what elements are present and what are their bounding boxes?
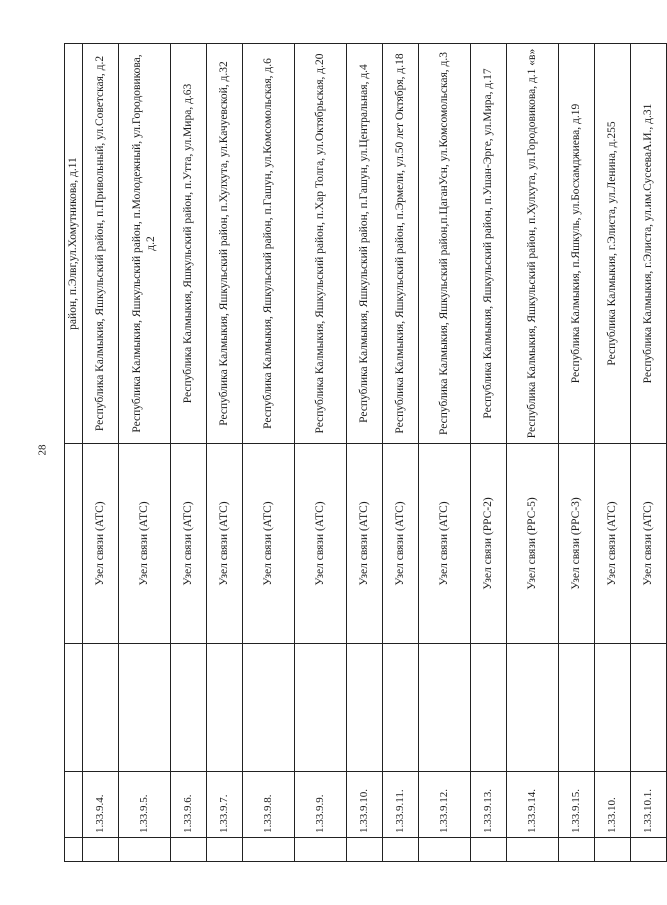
blank-cell: [83, 838, 119, 862]
table-row: [595, 44, 631, 862]
object-type-cell: Узел связи (АТС): [595, 444, 631, 644]
table-row: [383, 44, 419, 862]
blank-cell: [295, 838, 347, 862]
address-cell: Республика Калмыкия, Яшкульский район, п.Хулхута, ул.Качуевской, д.32: [207, 44, 243, 444]
object-type-cell: Узел связи (АТС): [83, 444, 119, 644]
page-number: 28: [36, 444, 49, 456]
row-number-cell: 1.33.9.13.: [471, 772, 507, 838]
empty-cell: [507, 644, 559, 772]
blank-cell: [243, 838, 295, 862]
row-number-cell: 1.33.9.9.: [295, 772, 347, 838]
table-row: [347, 44, 383, 862]
table-row: [83, 44, 119, 862]
empty-cell: [347, 644, 383, 772]
empty-cell: [559, 644, 595, 772]
blank-cell: [65, 838, 83, 862]
object-type-cell: Узел связи (АТС): [347, 444, 383, 644]
address-cell: Республика Калмыкия, п.Яшкуль, ул.Босхамджиева, д.19: [559, 44, 595, 444]
table-row: [507, 44, 559, 862]
empty-cell: [419, 644, 471, 772]
address-cell: Республика Калмыкия, Яшкульский район, п.Гашун, ул.Комсомольская, д.6: [243, 44, 295, 444]
address-cell: Республика Калмыкия, Яшкульский район, п.Хар Толга, ул.Октябрьская, д.20: [295, 44, 347, 444]
address-cell: район, п.Элвг,ул.Хомутникова, д.11: [65, 44, 83, 444]
table-row: [419, 44, 471, 862]
address-cell: Республика Калмыкия, Яшкульский район, п.Утта, ул.Мира, д.63: [171, 44, 207, 444]
row-number-cell: 1.33.9.8.: [243, 772, 295, 838]
blank-cell: [507, 838, 559, 862]
blank-cell: [559, 838, 595, 862]
empty-cell: [119, 644, 171, 772]
object-type-cell: Узел связи (АТС): [207, 444, 243, 644]
address-cell: Республика Калмыкия, Яшкульский район, п.Ушан-Эрге, ул.Мира, д.17: [471, 44, 507, 444]
object-type-cell: Узел связи (РРС-5): [507, 444, 559, 644]
address-cell: Республика Калмыкия, Яшкульский район, п.Хулхута, ул.Городовикова, д.1 «в»: [507, 44, 559, 444]
objects-table: [64, 43, 667, 862]
table-row: [295, 44, 347, 862]
row-number-cell: 1.33.9.7.: [207, 772, 243, 838]
row-number-cell: 1.33.9.5.: [119, 772, 171, 838]
object-type-cell: Узел связи (АТС): [119, 444, 171, 644]
address-cell: Республика Калмыкия, г.Элиста, ул.Ленина, д.255: [595, 44, 631, 444]
document-table-area: [64, 44, 655, 862]
row-number-cell: 1.33.9.10.: [347, 772, 383, 838]
empty-cell: [207, 644, 243, 772]
address-cell: Республика Калмыкия, Яшкульский район,п.ЦаганУсн, ул.Комсомольская, д.3: [419, 44, 471, 444]
empty-cell: [243, 644, 295, 772]
blank-cell: [119, 838, 171, 862]
object-type-cell: Узел связи (АТС): [419, 444, 471, 644]
blank-cell: [419, 838, 471, 862]
table-row: [171, 44, 207, 862]
address-cell: Республика Калмыкия, г.Элиста, ул.им.СусееваА.И., д.31: [631, 44, 667, 444]
table-row: [559, 44, 595, 862]
blank-cell: [383, 838, 419, 862]
row-number-cell: 1.33.9.12.: [419, 772, 471, 838]
empty-cell: [65, 644, 83, 772]
address-cell: Республика Калмыкия, Яшкульский район, п.Привольный, ул.Советская, д.2: [83, 44, 119, 444]
address-cell: Республика Калмыкия, Яшкульский район, п.Молодежный, ул.Городовикова, д.2: [119, 44, 171, 444]
table-row: [119, 44, 171, 862]
table-row: [631, 44, 667, 862]
object-type-cell: Узел связи (АТС): [243, 444, 295, 644]
object-type-cell: Узел связи (АТС): [631, 444, 667, 644]
row-number-cell: 1.33.9.11.: [383, 772, 419, 838]
object-type-cell: Узел связи (РРС-2): [471, 444, 507, 644]
object-type-cell: Узел связи (РРС-3): [559, 444, 595, 644]
row-number-cell: 1.33.9.6.: [171, 772, 207, 838]
row-number-cell: 1.33.10.: [595, 772, 631, 838]
blank-cell: [471, 838, 507, 862]
empty-cell: [595, 644, 631, 772]
table-row: [207, 44, 243, 862]
row-number-cell: 1.33.10.1.: [631, 772, 667, 838]
object-type-cell: Узел связи (АТС): [295, 444, 347, 644]
row-number-cell: [65, 772, 83, 838]
table-row: [471, 44, 507, 862]
blank-cell: [631, 838, 667, 862]
object-type-cell: [65, 444, 83, 644]
object-type-cell: Узел связи (АТС): [383, 444, 419, 644]
blank-cell: [171, 838, 207, 862]
address-cell: Республика Калмыкия, Яшкульский район, п.Эрмели, ул.50 лет Октября, д.18: [383, 44, 419, 444]
table-row: [65, 44, 83, 862]
table-row: [243, 44, 295, 862]
empty-cell: [631, 644, 667, 772]
empty-cell: [171, 644, 207, 772]
blank-cell: [347, 838, 383, 862]
object-type-cell: Узел связи (АТС): [171, 444, 207, 644]
blank-cell: [595, 838, 631, 862]
address-cell: Республика Калмыкия, Яшкульский район, п.Гашун, ул.Центральная, д.4: [347, 44, 383, 444]
empty-cell: [471, 644, 507, 772]
empty-cell: [295, 644, 347, 772]
blank-cell: [207, 838, 243, 862]
row-number-cell: 1.33.9.14.: [507, 772, 559, 838]
empty-cell: [383, 644, 419, 772]
row-number-cell: 1.33.9.15.: [559, 772, 595, 838]
row-number-cell: 1.33.9.4.: [83, 772, 119, 838]
empty-cell: [83, 644, 119, 772]
